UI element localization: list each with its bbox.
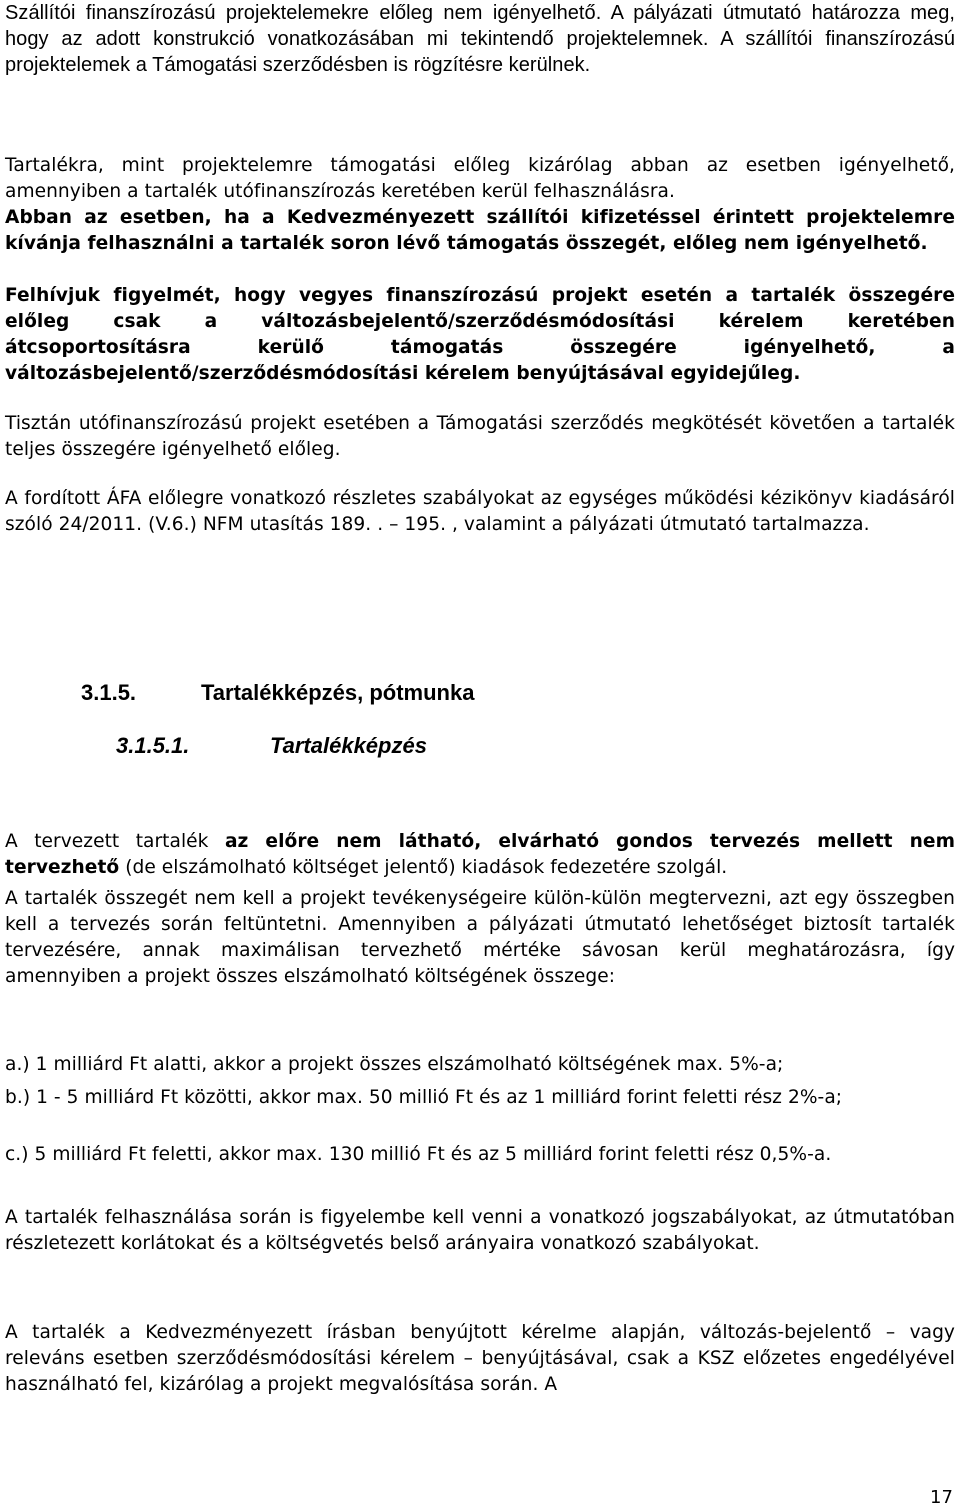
list-item-c: c.) 5 milliárd Ft feletti, akkor max. 130 millió Ft és az 5 milliárd forint feletti rész 0,5%-a. [5,1144,832,1165]
paragraph-reserve-amount: A tartalék összegét nem kell a projekt tevékenységeire külön-külön megtervezni, azt egy összegben kell a tervezés során feltüntetni. Amennyiben a pályázati útmutató lehetőséget biztosít tartalék tervezésére, annak maximálisan tervezhető mértéke sávosan kerül meghatározásra, így amennyiben a projekt összes elszámolható költségének összege: [5,888,955,987]
section-heading-3-1-5 [81,680,474,706]
paragraph-reserve-advance: Tartalékra, mint projektelemre támogatási előleg kizárólag abban az esetben igényelhető, amennyiben a tartalék utófinanszírozás keretében kerül felhasználásra. [5,155,955,202]
subsection-number: 3.1.5.1. [116,733,190,758]
section-heading-3-1-5-1 [116,733,427,759]
paragraph-reserve-usage: A tartalék felhasználása során is figyelembe kell venni a vonatkozó jogszabályokat, az útmutatóban részletezett korlátokat és a költségvetés belső arányaira vonatkozó szabályokat. [5,1207,955,1254]
page-number: 17 [930,1487,953,1508]
paragraph-supplier-payment-bold: Abban az esetben, ha a Kedvezményezett szállítói kifizetéssel érintett projektelemre kívánja felhasználni a tartalék soron lévő támogatás összegét, előleg nem igényelhető. [5,207,955,254]
planned-reserve-text-start: A tervezett tartalék [5,831,225,852]
list-item-a: a.) 1 milliárd Ft alatti, akkor a projekt összes elszámolható költségének max. 5%-a; [5,1054,784,1075]
paragraph-post-financing: Tisztán utófinanszírozású projekt esetében a Támogatási szerződés megkötését követően a tartalék teljes összegére igényelhető előleg. [5,413,955,460]
planned-reserve-text-bold: az előre nem látható, elvárható gondos tervezés mellett nem tervezhető [5,831,955,878]
subsection-title: Tartalékképzés [270,733,427,758]
paragraph-reverse-vat: A fordított ÁFA előlegre vonatkozó részletes szabályokat az egységes működési kézikönyv kiadásáról szóló 24/2011. (V.6.) NFM utasítás 189. . – 195. , valamint a pályázati útmutató tartalmazza. [5,488,955,535]
paragraph-planned-reserve [5,829,955,881]
planned-reserve-text-end: (de elszámolható költséget jelentő) kiadások fedezetére szolgál. [119,857,728,878]
paragraph-mixed-financing-bold: Felhívjuk figyelmét, hogy vegyes finanszírozású projekt esetén a tartalék összegére előleg csak a változásbejelentő/szerződésmódosítási kérelem keretében átcsoportosításra kerülő támogatás összegére igényelhető, a változásbejelentő/szerződésmódosítási kérelem benyújtásával egyidejűleg. [5,285,955,384]
section-number: 3.1.5. [81,680,137,705]
list-item-b: b.) 1 - 5 milliárd Ft közötti, akkor max. 50 millió Ft és az 1 milliárd forint feletti rész 2%-a; [5,1087,843,1108]
paragraph-supplier-financing: Szállítói finanszírozású projektelemekre előleg nem igényelhető. A pályázati útmutató határozza meg, hogy az adott konstrukció vonatkozásában mi tekintendő projektelemnek. A szállítói finanszírozású projektelemek a Támogatási szerződésben is rögzítésre kerülnek. [5,2,955,76]
paragraph-reserve-request: A tartalék a Kedvezményezett írásban benyújtott kérelme alapján, változás-bejelentő – vagy releváns esetben szerződésmódosítási kérelem – benyújtásával, csak a KSZ előzetes engedélyével használható fel, kizárólag a projekt megvalósítása során. A [5,1322,955,1395]
section-title: Tartalékképzés, pótmunka [201,680,475,705]
